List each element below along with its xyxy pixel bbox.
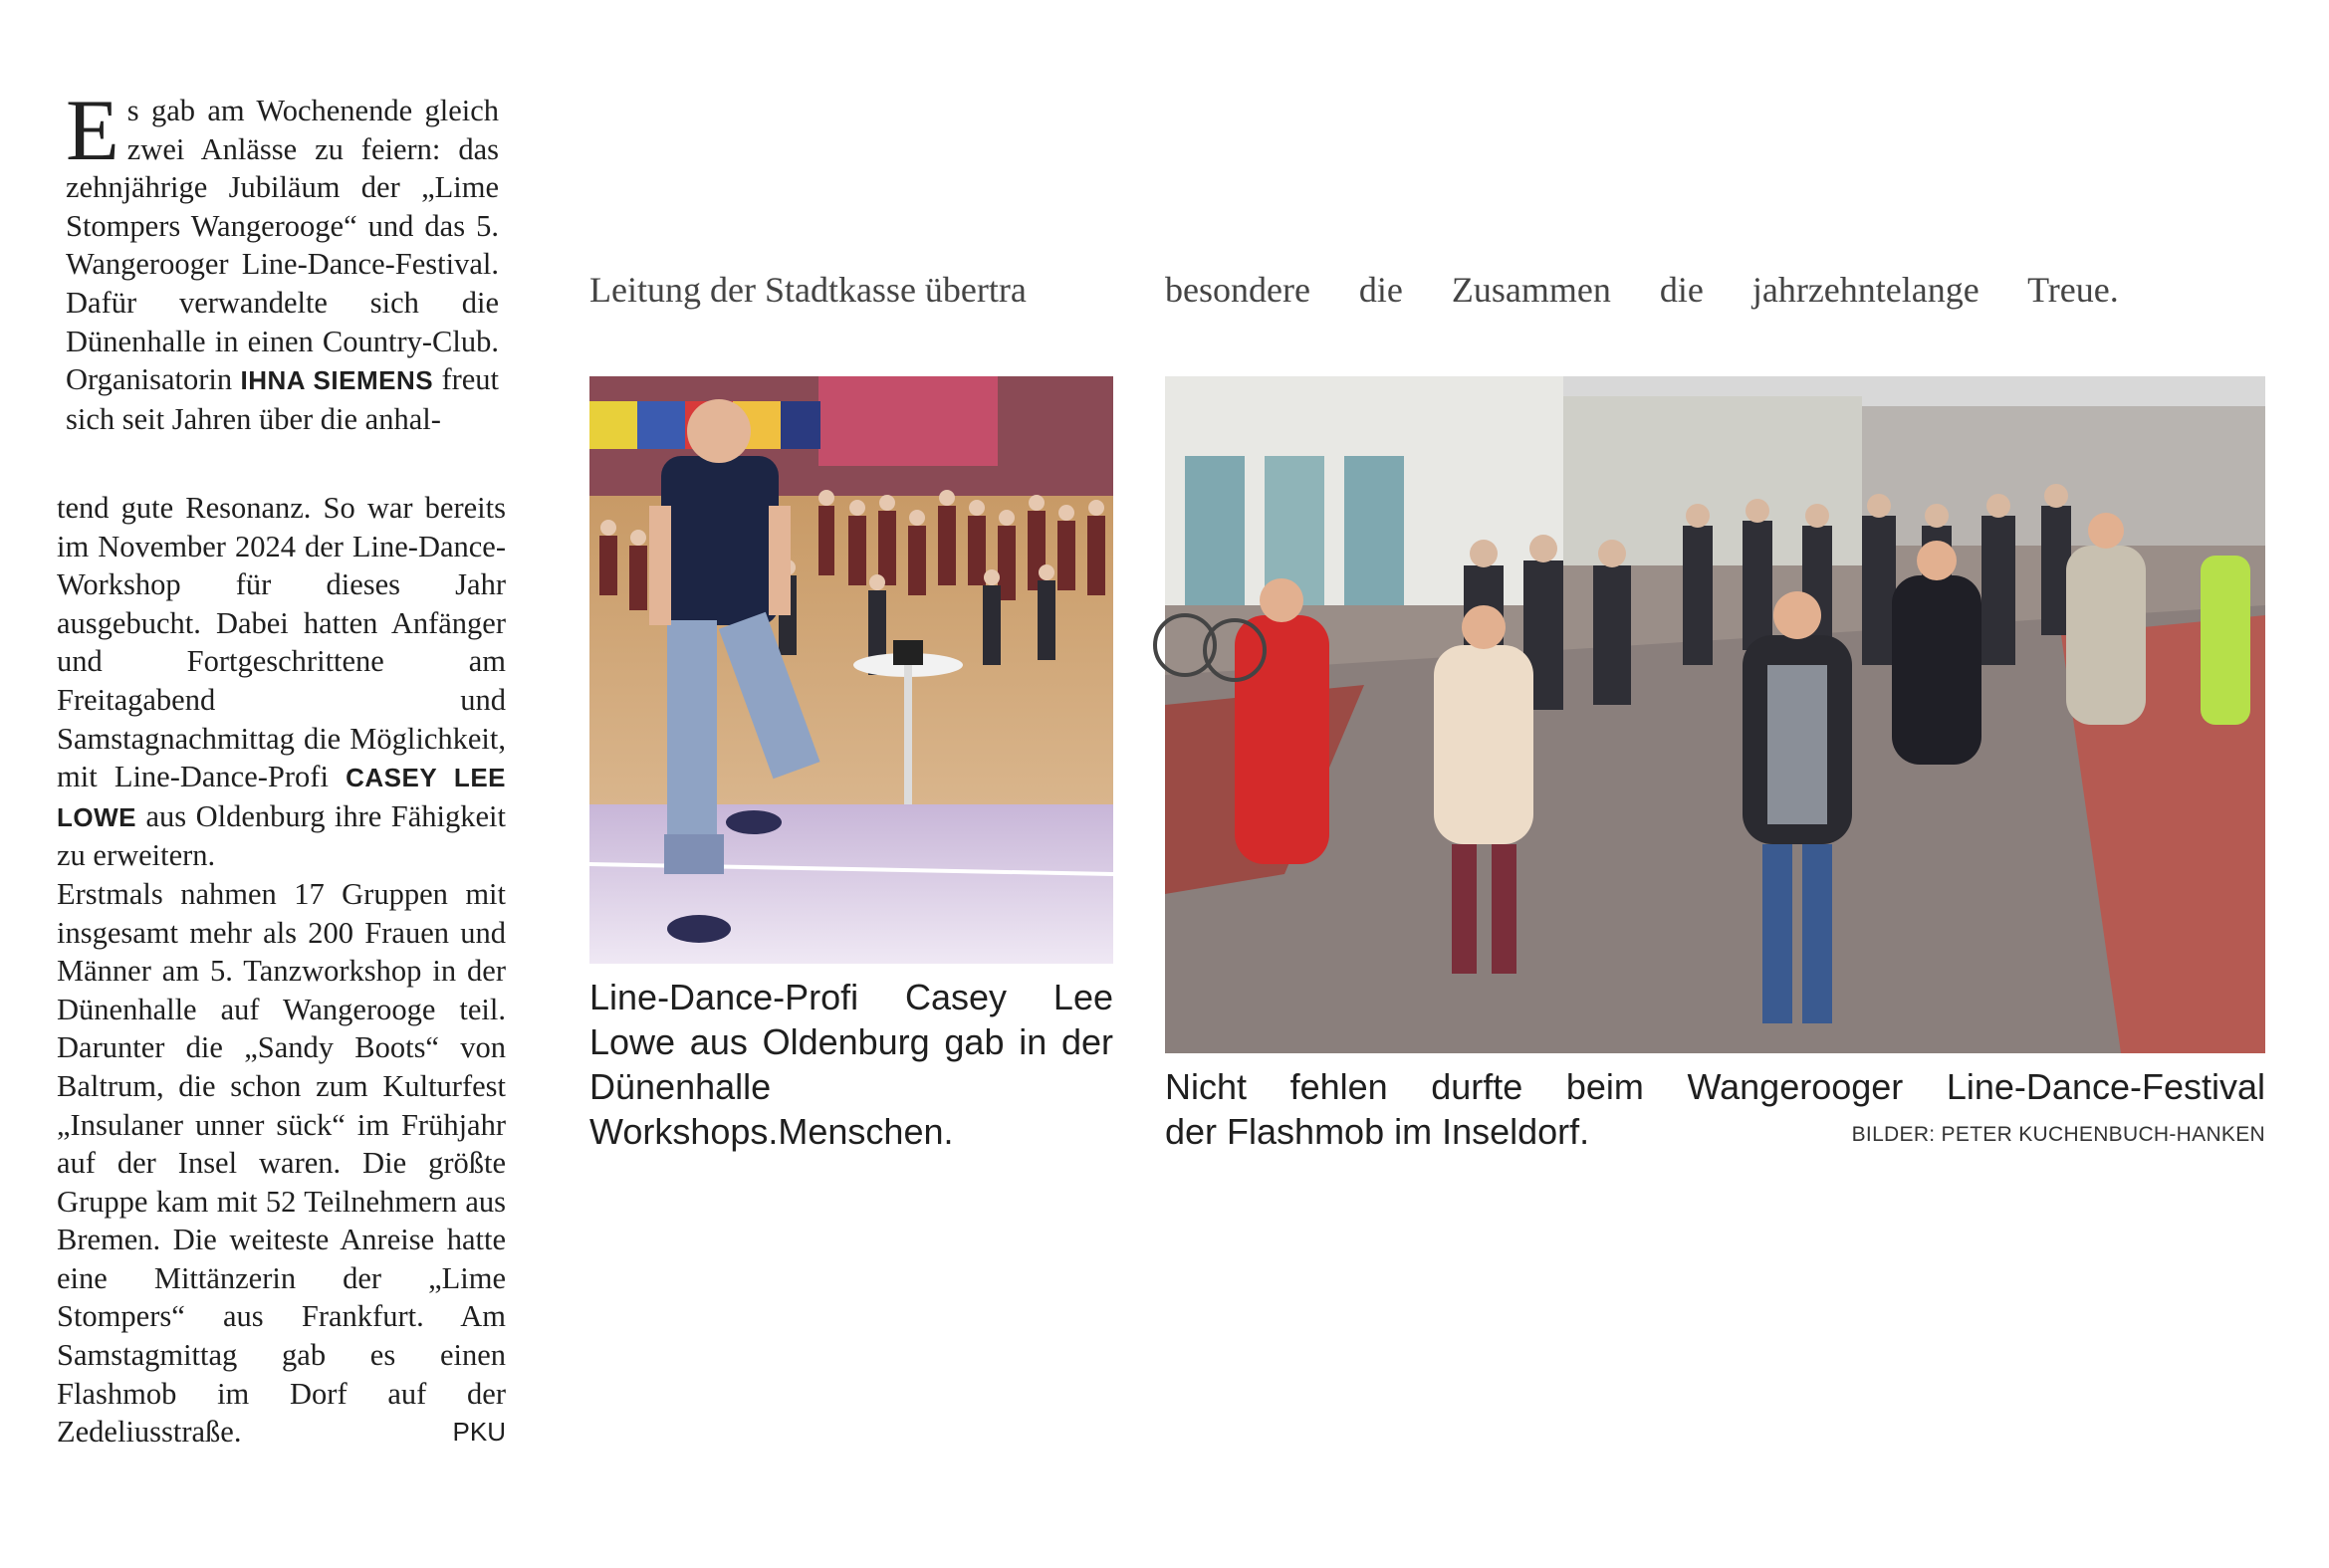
article-text-intro: s gab am Wochenende gleich zwei Anlässe zu feiern: das zehnjährige Jubiläum der „Lime Stompers Wangerooge“ und das 5. Wangerooger Line-Dance-Festival. Dafür verwandelte sich die Dünenhalle in einen Country-Club. Organisatorin [66, 94, 499, 397]
article-text-groups: Erstmals nahmen 17 Gruppen mit insgesamt mehr als 200 Frauen und Männer am 5. Tanzworkshop in der Dünenhalle auf Wangerooge teil. Darunter die „Sandy Boots“ von Baltrum, die schon zum Kulturfest „Insulaner unner sück“ im Frühjahr auf der Insel waren. Die größte Gruppe kam mit 52 Teilnehmern aus Bremen. Die weiteste Anreise hatte eine Mittänzerin der „Lime Stompers“ aus Frankfurt. Am Samstagmittag gab es einen Flashmob im Dorf auf der Zedeliusstraße. [57, 876, 506, 1450]
cut-text-right [1165, 270, 2201, 338]
caption-photo-flashmob-line2: der Flashmob im Inseldorf. [1165, 1111, 1590, 1152]
photo-instructor-image [589, 376, 1113, 964]
photo-instructor [589, 376, 1113, 964]
cut-text-left [589, 270, 1107, 338]
article-text-workshop-end: aus Oldenburg ihre Fähigkeit zu erweitern. [57, 798, 506, 873]
photo-flashmob [1165, 376, 2265, 1053]
article-column-2 [57, 489, 506, 1452]
caption-photo-flashmob-line1: Nicht fehlen durfte beim Wangerooger Line-Dance-Festival [1165, 1066, 2265, 1107]
article-text-workshop: tend gute Resonanz. So war bereits im November 2024 der Line-Dance-Workshop für dieses Jahr ausgebucht. Dabei hatten Anfänger und Fortgeschrittene am Freitagabend und Samstagnachmittag die Möglichkeit, mit Line-Dance-Profi [57, 491, 506, 794]
organizer-name: IHNA SIEMENS [240, 365, 434, 396]
author-initials: PKU [452, 1417, 506, 1448]
caption-photo-instructor: Line-Dance-Profi Casey Lee Lowe aus Oldenburg gab in der Dünenhalle Workshops.Menschen. [589, 977, 1113, 1152]
article-text-intro-end: freut sich seit Jahren über die anhal- [66, 362, 500, 436]
photo-credit: BILDER: PETER KUCHENBUCH-HANKEN [1851, 1123, 2265, 1146]
pro-name: CASEY LEE LOWE [57, 763, 507, 832]
cut-text-right-content: besondere die Zusammen die jahrzehntelange Treue. [1165, 270, 2119, 310]
dropcap: E [66, 83, 119, 179]
photo-flashmob-image [1165, 376, 2265, 1053]
article-column-1 [66, 83, 500, 438]
cut-text-left-content: Leitung der Stadtkasse übertra [589, 270, 1027, 310]
